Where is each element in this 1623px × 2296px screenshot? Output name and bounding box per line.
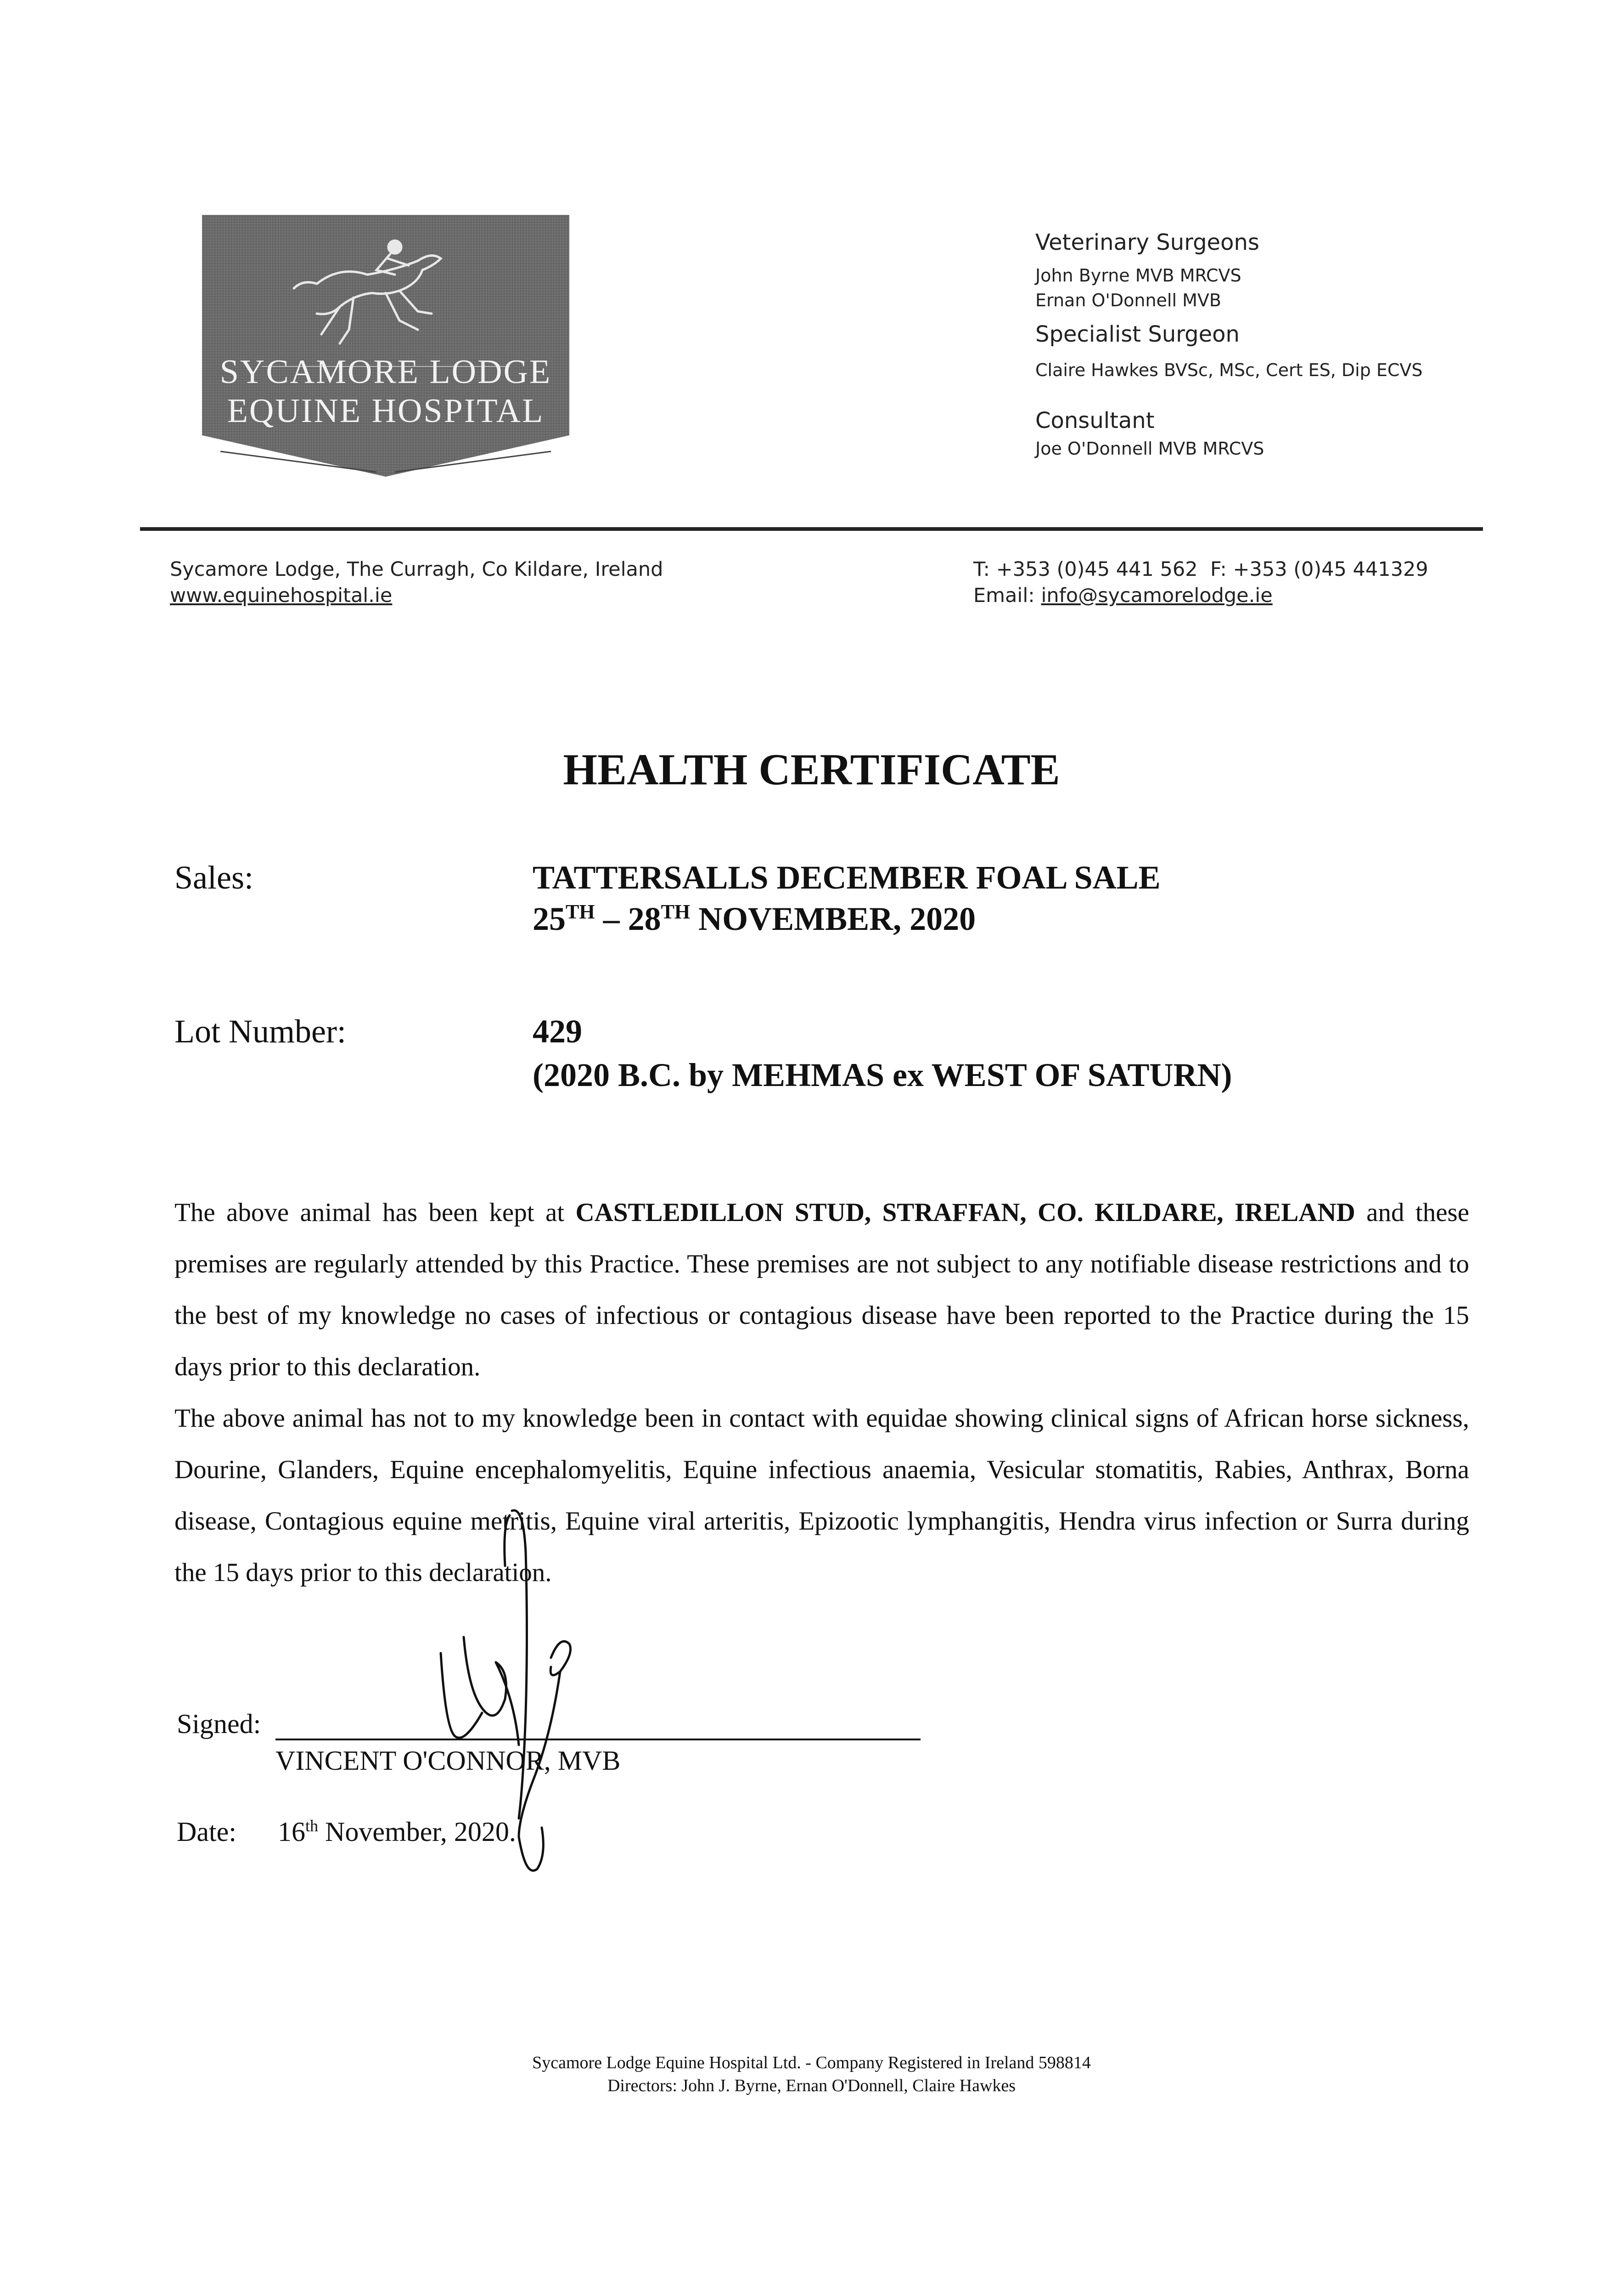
- vet-name-2: Ernan O'Donnell MVB: [1035, 290, 1221, 310]
- vet-surgeons-heading: Veterinary Surgeons: [1035, 230, 1259, 255]
- page-title: HEALTH CERTIFICATE: [563, 745, 1060, 794]
- logo-line-1: SYCAMORE LODGE: [219, 353, 552, 391]
- lot-description: (2020 B.C. by MEHMAS ex WEST OF SATURN): [533, 1057, 1232, 1093]
- declaration-prefix: The above animal has been kept at: [174, 1198, 576, 1227]
- date-day: 16: [278, 1817, 305, 1847]
- lot-label: Lot Number:: [174, 1013, 346, 1050]
- sales-date-start-suffix: TH: [566, 900, 595, 923]
- website-link[interactable]: www.equinehospital.ie: [170, 584, 393, 607]
- specialist-name: Claire Hawkes BVSc, MSc, Cert ES, Dip ECVS: [1035, 360, 1423, 380]
- sales-date-separator: – 28: [595, 900, 661, 937]
- sales-name: TATTERSALLS DECEMBER FOAL SALE: [533, 859, 1161, 896]
- signed-label: Signed:: [177, 1709, 261, 1739]
- date-month-year: November, 2020.: [318, 1817, 516, 1847]
- sales-date-end-suffix: TH: [661, 900, 691, 923]
- specialist-heading: Specialist Surgeon: [1035, 321, 1240, 347]
- lot-number: 429: [533, 1013, 582, 1050]
- declaration-paragraph-2: The above animal has not to my knowledge been in contact with equidae showing clinical signs of African horse sickness, Dourine, Glanders, Equine encephalomyelitis, Equine infectious anaemia, Vesicular stomatitis, Rabies, Anthrax, Borna disease, Contagious equine metritis, Equine viral arteritis, Epizootic lymphangitis, Hendra virus infection or Surra during the 15 days prior to this declaration.: [174, 1404, 1469, 1587]
- email-link[interactable]: info@sycamorelodge.ie: [1041, 584, 1273, 607]
- vet-name-1: John Byrne MVB MRCVS: [1035, 265, 1241, 286]
- sales-dates: [533, 900, 976, 938]
- date-day-suffix: th: [305, 1817, 319, 1835]
- letterhead-divider: [140, 527, 1483, 531]
- footer-directors-line: Directors: John J. Byrne, Ernan O'Donnell, Claire Hawkes: [607, 2076, 1016, 2095]
- consultant-heading: Consultant: [1035, 408, 1155, 433]
- date-label: Date:: [177, 1817, 236, 1847]
- phone-number: T: +353 (0)45 441 562: [973, 558, 1198, 581]
- sales-date-start: 25: [533, 900, 566, 937]
- handwritten-signature: [413, 1497, 606, 1901]
- logo-badge-icon: [202, 215, 569, 481]
- consultant-name: Joe O'Donnell MVB MRCVS: [1035, 439, 1264, 459]
- certificate-body: [174, 1187, 1469, 1598]
- signatory-name: VINCENT O'CONNOR, MVB: [275, 1745, 621, 1776]
- declaration-rest: and these premises are regularly attended by this Practice. These premises are not subject to any notifiable disease restrictions and to the best of my knowledge no cases of infectious or contagious disease have been reported to the Practice during the 15 days prior to this declaration.: [174, 1198, 1469, 1381]
- premises-location: CASTLEDILLON STUD, STRAFFAN, CO. KILDARE, IRELAND: [575, 1198, 1355, 1227]
- logo-line-2: EQUINE HOSPITAL: [227, 392, 545, 430]
- declaration-paragraph-1: [174, 1187, 1469, 1393]
- footer-company-line: Sycamore Lodge Equine Hospital Ltd. - Company Registered in Ireland 598814: [532, 2053, 1091, 2072]
- hospital-logo: [202, 215, 569, 481]
- contact-phone-fax: [973, 558, 1428, 581]
- contact-email: [973, 584, 1273, 607]
- fax-number: F: +353 (0)45 441329: [1210, 558, 1428, 581]
- sales-label: Sales:: [174, 859, 253, 896]
- sales-date-month-year: NOVEMBER, 2020: [690, 900, 976, 937]
- postal-address: Sycamore Lodge, The Curragh, Co Kildare, Ireland: [170, 558, 663, 581]
- email-label: Email:: [973, 584, 1035, 607]
